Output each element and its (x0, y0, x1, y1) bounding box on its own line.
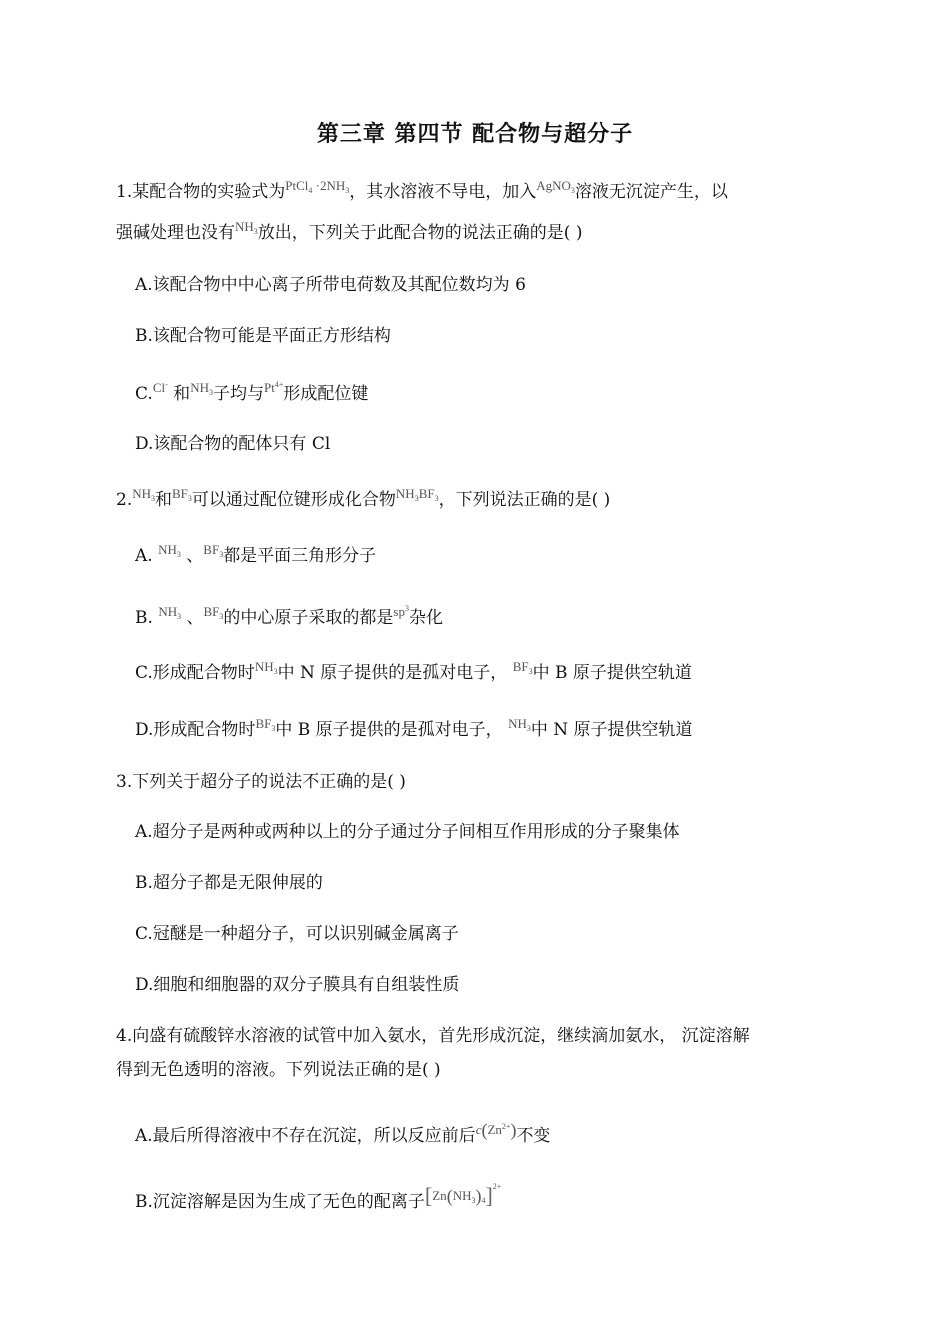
q4-option-b: B.沉淀溶解是因为生成了无色的配离子$^{[Zn(NH_3)_4]^{2+}}$ (135, 1182, 502, 1212)
q2-option-b: B. $^{NH_3}$ 、$^{BF_3}$的中心原子采取的都是$^{sp^3}$杂化 (135, 604, 443, 628)
q1-option-d: D.该配合物的配体只有 Cl (135, 434, 331, 454)
q3-option-c: C.冠醚是一种超分子，可以识别碱金属离子 (135, 924, 459, 944)
formula-bf3: BF3 (255, 716, 276, 733)
formula-agno3: AgNO3 (536, 178, 575, 195)
formula-pt4-ion: Pt4+ (263, 380, 284, 395)
formula-nh3: NH3 (235, 219, 258, 236)
q2-stem: 2.$^{NH_3}$和$^{BF_3}$可以通过配位键形成化合物$^{NH_3BF_3}$，下列说法正确的是( ) (116, 486, 611, 510)
q4-stem-line-1: 4.向盛有硫酸锌水溶液的试管中加入氨水，首先形成沉淀，继续滴加氨水， 沉淀溶解 (116, 1026, 750, 1046)
q3-option-b: B.超分子都是无限伸展的 (135, 873, 323, 893)
formula-bf3: BF3 (172, 486, 192, 503)
q1-stem-line-2: 强碱处理也没有$^{NH_3}$放出，下列关于此配合物的说法正确的是( ) (116, 219, 583, 243)
page-title: 第三章 第四节 配合物与超分子 (316, 121, 634, 147)
q3-stem: 3.下列关于超分子的说法不正确的是( ) (116, 772, 406, 792)
formula-nh3: NH3 (254, 659, 278, 676)
q2-option-c: C.形成配合物时$^{NH_3}$中 N 原子提供的是孤对电子， $^{BF_3}$中 B 原子提供空轨道 (135, 659, 692, 683)
formula-nh3bf3: NH3BF3 (395, 486, 439, 503)
q4-stem-line-2: 得到无色透明的溶液。下列说法正确的是( ) (116, 1060, 441, 1080)
formula-bf3: BF3 (203, 542, 224, 559)
q4-option-a: A.最后所得溶液中不存在沉淀，所以反应前后$^{c(Zn^{2+})}$不变 (135, 1120, 551, 1146)
formula-nh3: NH3 (132, 486, 156, 503)
q2-option-d: D.形成配合物时$^{BF_3}$中 B 原子提供的是孤对电子， $^{NH_3}$中 N 原子提供空轨道 (135, 716, 693, 740)
formula-zn-nh3-4-complex: [Zn(NH3)4]2+ (424, 1182, 502, 1208)
formula-nh3: NH3 (158, 604, 182, 621)
formula-bf3: BF3 (203, 604, 224, 621)
q3-option-a: A.超分子是两种或两种以上的分子通过分子间相互作用形成的分子聚集体 (135, 822, 680, 842)
q1-option-c: C.$^{Cl^-}$ 和$^{NH_3}$子均与$^{Pt^{4+}}$形成配位键 (135, 380, 369, 404)
q2-option-a: A. $^{NH_3}$ 、$^{BF_3}$都是平面三角形分子 (135, 542, 377, 566)
q3-option-d: D.细胞和细胞器的双分子膜具有自组装性质 (135, 975, 460, 995)
formula-sp3: sp3 (393, 604, 409, 619)
formula-nh3: NH3 (508, 716, 531, 733)
q1-option-b: B.该配合物可能是平面正方形结构 (135, 326, 391, 346)
formula-bf3: BF3 (512, 659, 533, 676)
formula-cl-ion: Cl- (152, 380, 168, 395)
formula-nh3: NH3 (158, 542, 181, 559)
formula-nh3: NH3 (190, 380, 213, 397)
q1-stem-line-1: 1.某配合物的实验式为$^{PtCl_4 \cdot 2NH_3}$，其水溶液不导电，加入$^{AgNO_3}$溶液无沉淀产生，以 (116, 178, 728, 202)
q1-option-a: A.该配合物中中心离子所带电荷数及其配位数均为 6 (135, 275, 526, 295)
formula-c-zn2: c(Zn2+) (475, 1120, 517, 1140)
formula-ptcl4-2nh3: PtCl4 ·2NH3 (285, 178, 350, 195)
